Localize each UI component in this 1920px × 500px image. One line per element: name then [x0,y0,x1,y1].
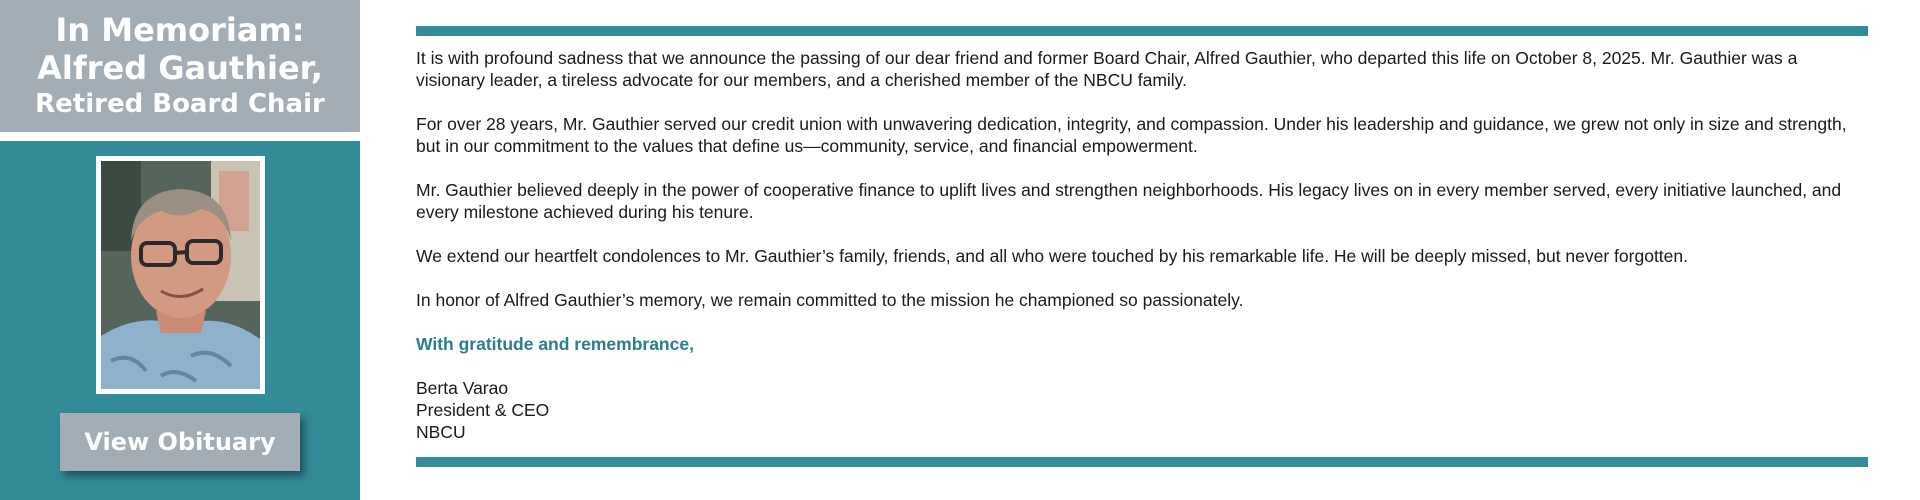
view-obituary-button[interactable]: View Obituary [60,413,300,471]
signature-title: President & CEO [416,400,550,420]
paragraph-3: Mr. Gauthier believed deeply in the power of cooperative finance to uplift lives and strengthen neighborhoods. His legacy lives on in every member served, every initiative launched, and every milestone achieved during his tenure. [416,180,1842,222]
paragraph-1: It is with profound sadness that we announce the passing of our dear friend and former Board Chair, Alfred Gauthier, who departed this life on October 8, 2025. Mr. Gauthier was a visionary leader, a tireless advocate for our members, and a cherished member of the NBCU family. [416,48,1798,90]
signature-org: NBCU [416,422,466,442]
memoriam-sidebar [0,0,360,500]
title-line-3: Retired Board Chair [35,89,325,119]
portrait-illustration [101,161,260,389]
paragraph-4: We extend our heartfelt condolences to Mr. Gauthier’s family, friends, and all who were touched by his remarkable life. He will be deeply missed, but never forgotten. [416,246,1688,266]
closing-line: With gratitude and remembrance, [416,334,694,354]
paragraph-5: In honor of Alfred Gauthier’s memory, we remain committed to the mission he championed so passionately. [416,290,1244,310]
portrait-frame [96,156,265,394]
memoriam-title [0,0,360,132]
letter-body [416,47,1868,443]
signature-name: Berta Varao [416,378,509,398]
bottom-divider [416,457,1868,467]
memoriam-letter [416,26,1868,467]
top-divider [416,26,1868,36]
paragraph-2: For over 28 years, Mr. Gauthier served our credit union with unwavering dedication, integrity, and compassion. Under his leadership and guidance, we grew not only in size and strength, but in our commitment to the values that define us—community, service, and financial empowerment. [416,114,1847,156]
title-line-2: Alfred Gauthier, [37,49,323,87]
portrait-photo [101,161,260,389]
title-line-1: In Memoriam: [55,11,305,49]
signature-block [416,377,1868,443]
photo-panel [0,141,360,500]
